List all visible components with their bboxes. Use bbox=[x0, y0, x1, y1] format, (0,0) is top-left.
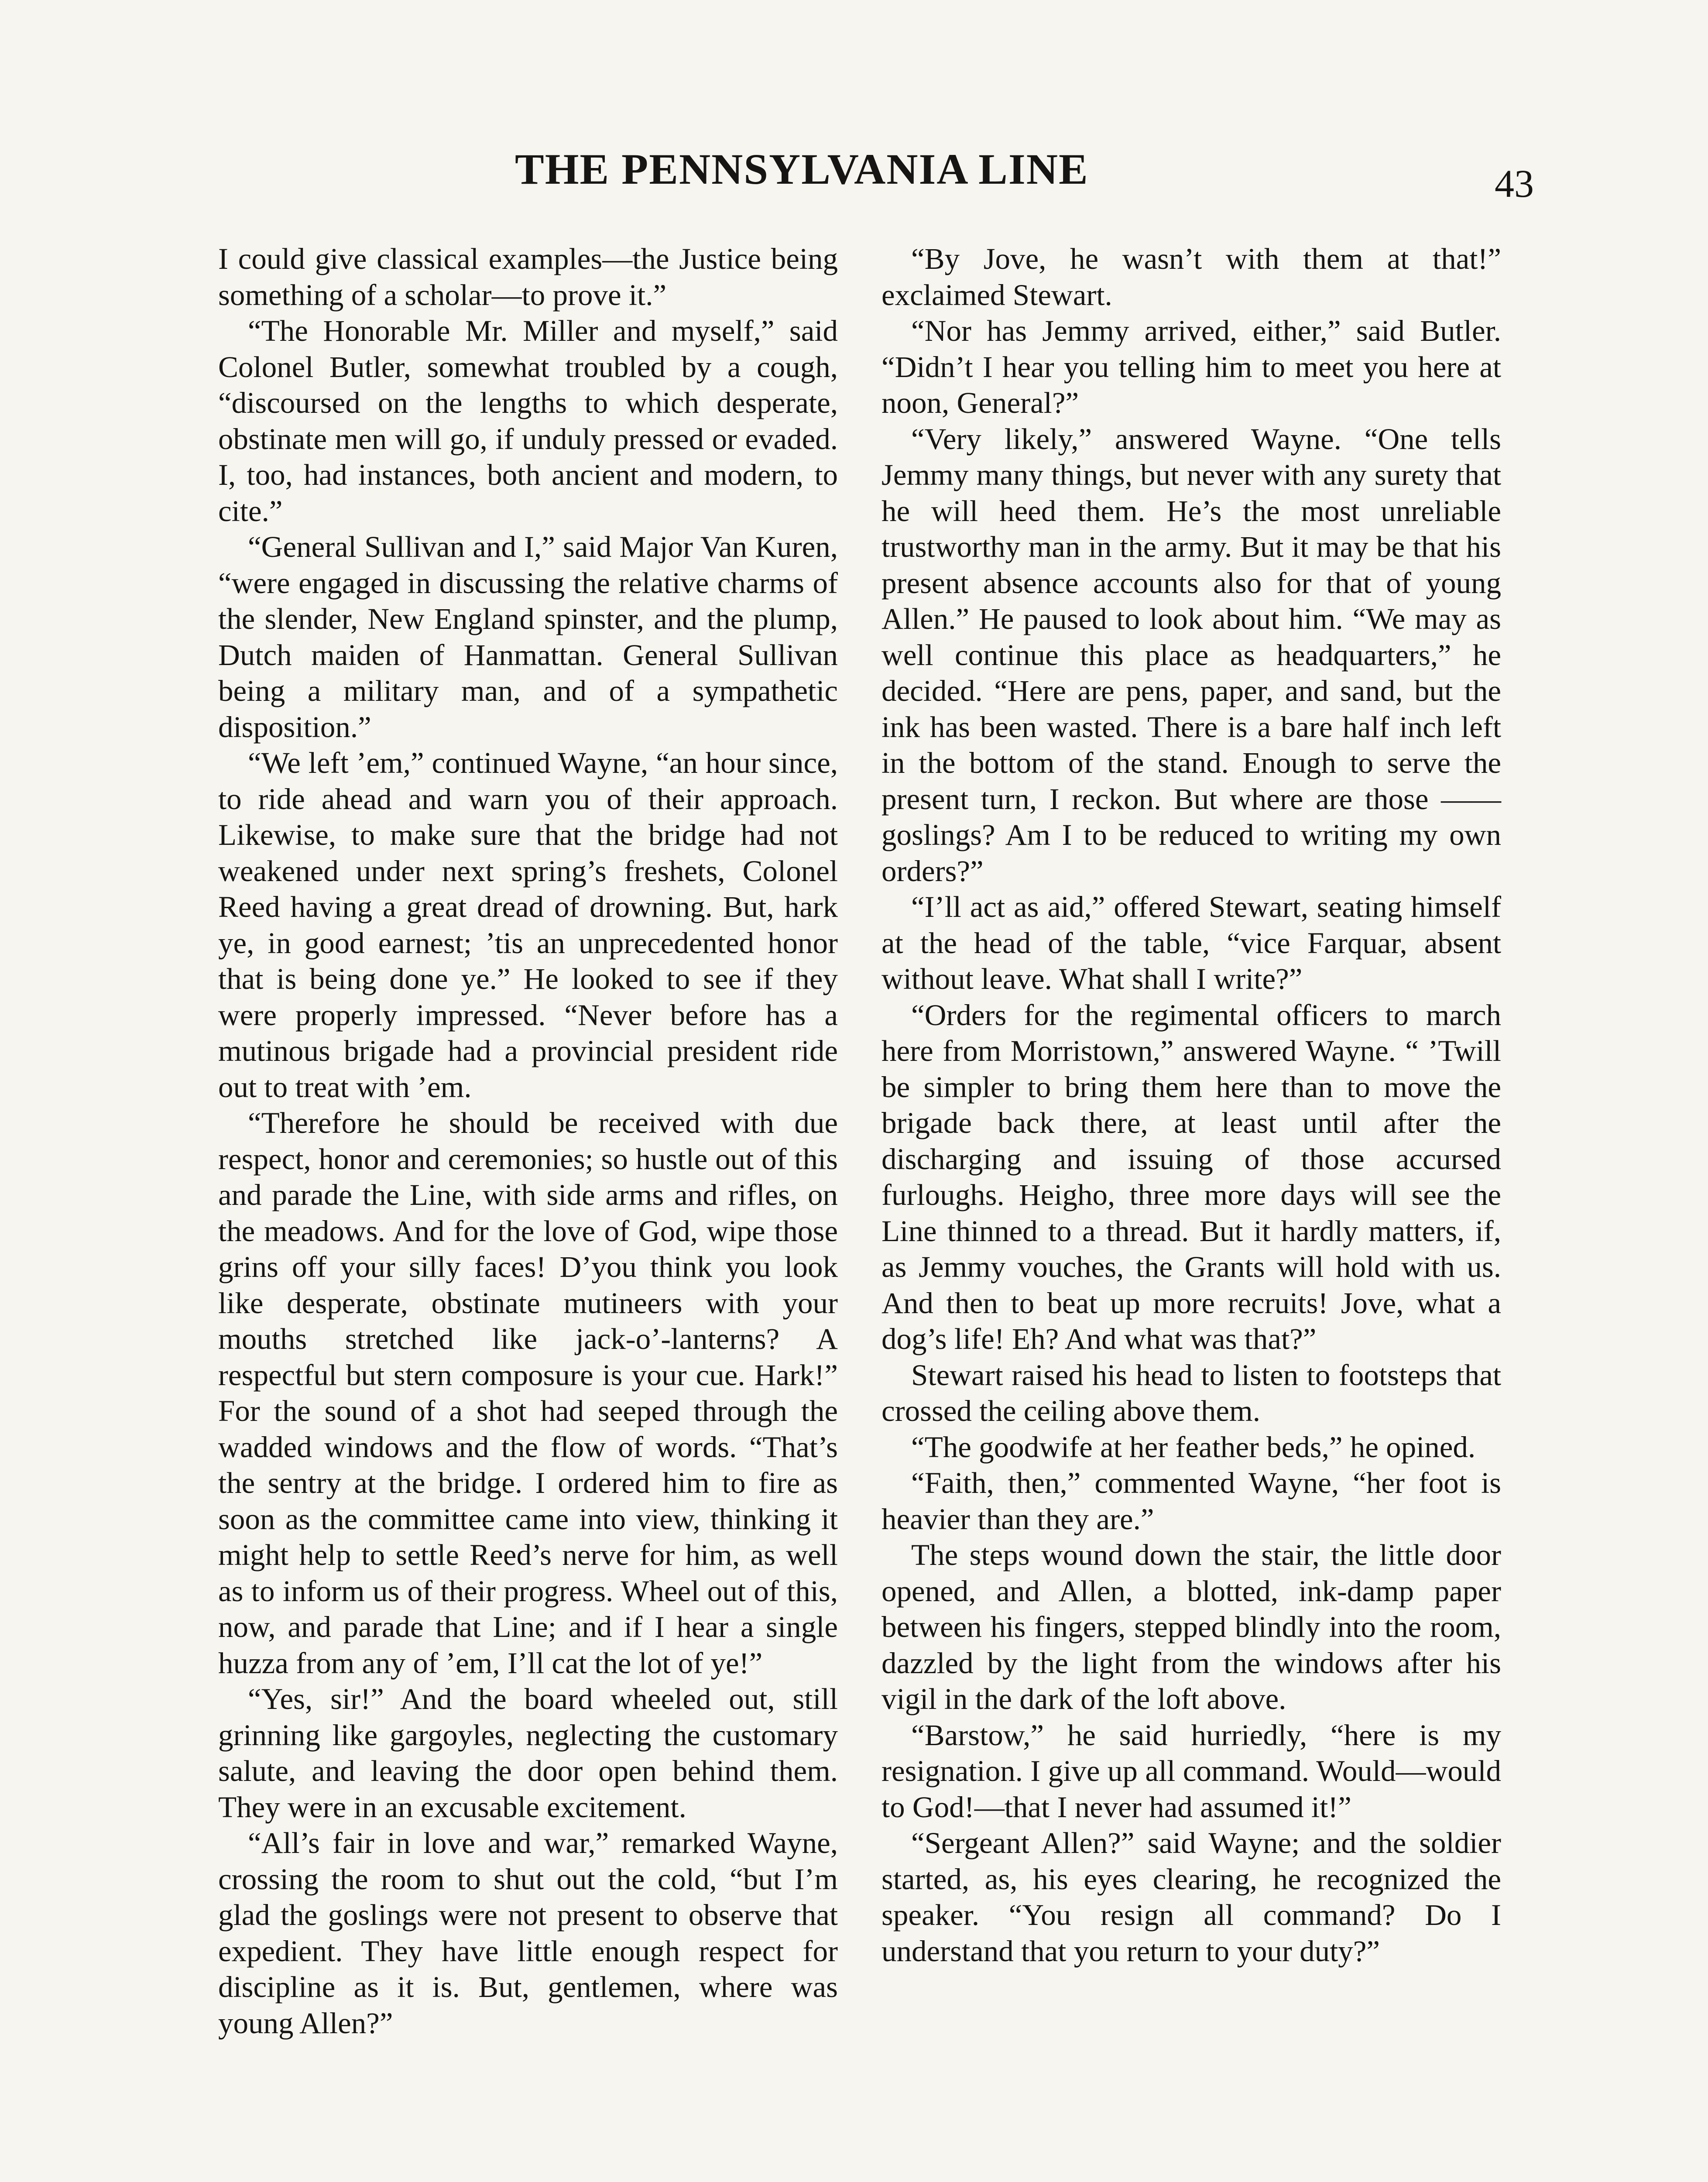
paragraph: “Very likely,” answered Wayne. “One tells Jemmy many things, but never with any surety that he will heed them. He’s the most unreliable trustworthy man in the army. But it may be that his present absence accounts also for that of young Allen.” He paused to look about him. “We may as well continue this place as headquarters,” he decided. “Here are pens, paper, and sand, but the ink has been wasted. There is a bare half inch left in the bottom of the stand. Enough to serve the present turn, I reckon. But where are those —— goslings? Am I to be reduced to writing my own orders?” bbox=[881, 422, 1501, 888]
paragraph: “By Jove, he wasn’t with them at that!” exclaimed Stewart. bbox=[881, 242, 1501, 312]
paragraph: “We left ’em,” continued Wayne, “an hour since, to ride ahead and warn you of their approach. Likewise, to make sure that the bridge had not weakened under next spring’s freshets, Colonel Reed having a great dread of drowning. But, hark ye, in good earnest; ’tis an unprecedented honor that is being done ye.” He looked to see if they were properly impressed. “Never before has a mutinous brigade had a provincial president ride out to treat with ’em. bbox=[218, 746, 838, 1104]
left-column bbox=[218, 241, 838, 2041]
paragraph: “Therefore he should be received with due respect, honor and ceremonies; so hustle out of this and parade the Line, with side arms and rifles, on the meadows. And for the love of God, wipe those grins off your silly faces! D’you think you look like desperate, obstinate mutineers with your mouths stretched like jack-o’-lanterns? A respectful but stern composure is your cue. Hark!” For the sound of a shot had seeped through the wadded windows and the flow of words. “That’s the sentry at the bridge. I ordered him to fire as soon as the committee came into view, thinking it might help to settle Reed’s nerve for him, as well as to inform us of their progress. Wheel out of this, now, and parade that Line; and if I hear a single huzza from any of ’em, I’ll cat the lot of ye!” bbox=[218, 1106, 838, 1680]
paragraph: “General Sullivan and I,” said Major Van Kuren, “were engaged in discussing the relative charms of the slender, New England spinster, and the plump, Dutch maiden of Hanmattan. General Sullivan being a military man, and of a sympathetic disposition.” bbox=[218, 530, 838, 744]
paragraph: “Sergeant Allen?” said Wayne; and the soldier started, as, his eyes clearing, he recognized the speaker. “You resign all command? Do I understand that you return to your duty?” bbox=[881, 1826, 1501, 1968]
paragraph: “Barstow,” he said hurriedly, “here is my resignation. I give up all command. Would—would to God!—that I never had assumed it!” bbox=[881, 1718, 1501, 1824]
paragraph: “Nor has Jemmy arrived, either,” said Butler. “Didn’t I hear you telling him to meet you here at noon, General?” bbox=[881, 314, 1501, 419]
paragraph: “I’ll act as aid,” offered Stewart, seating himself at the head of the table, “vice Farquar, absent without leave. What shall I write?” bbox=[881, 890, 1501, 995]
paragraph: “Yes, sir!” And the board wheeled out, still grinning like gargoyles, neglecting the customary salute, and leaving the door open behind them. They were in an excusable excitement. bbox=[218, 1682, 838, 1824]
paragraph: Stewart raised his head to listen to footsteps that crossed the ceiling above them. bbox=[881, 1358, 1501, 1427]
paragraph: “All’s fair in love and war,” remarked Wayne, crossing the room to shut out the cold, “but I’m glad the goslings were not present to observe that expedient. They have little enough respect for discipline as it is. But, gentlemen, where was young Allen?” bbox=[218, 1826, 838, 2040]
paragraph: “The Honorable Mr. Miller and myself,” said Colonel Butler, somewhat troubled by a cough, “discoursed on the lengths to which desperate, obstinate men will go, if unduly pressed or evaded. I, too, had instances, both ancient and modern, to cite.” bbox=[218, 314, 838, 528]
paragraph: “The goodwife at her feather beds,” he opined. bbox=[911, 1430, 1476, 1464]
paragraph: I could give classical examples—the Justice being something of a scholar—to prove it.” bbox=[218, 242, 838, 312]
page-number: 43 bbox=[1495, 162, 1534, 206]
right-column bbox=[881, 241, 1501, 1969]
paragraph: “Orders for the regimental officers to march here from Morristown,” answered Wayne. “ ’Twill be simpler to bring them here than to move the brigade back there, at least until after the discharging and issuing of those accursed furloughs. Heigho, three more days will see the Line thinned to a thread. But it hardly matters, if, as Jemmy vouches, the Grants will hold with us. And then to beat up more recruits! Jove, what a dog’s life! Eh? And what was that?” bbox=[881, 998, 1501, 1355]
running-title: THE PENNSYLVANIA LINE bbox=[515, 145, 1089, 193]
paragraph: The steps wound down the stair, the little door opened, and Allen, a blotted, ink-damp paper between his fingers, stepped blindly into the room, dazzled by the light from the windows after his vigil in the dark of the loft above. bbox=[881, 1538, 1501, 1715]
paragraph: “Faith, then,” commented Wayne, “her foot is heavier than they are.” bbox=[881, 1466, 1501, 1536]
